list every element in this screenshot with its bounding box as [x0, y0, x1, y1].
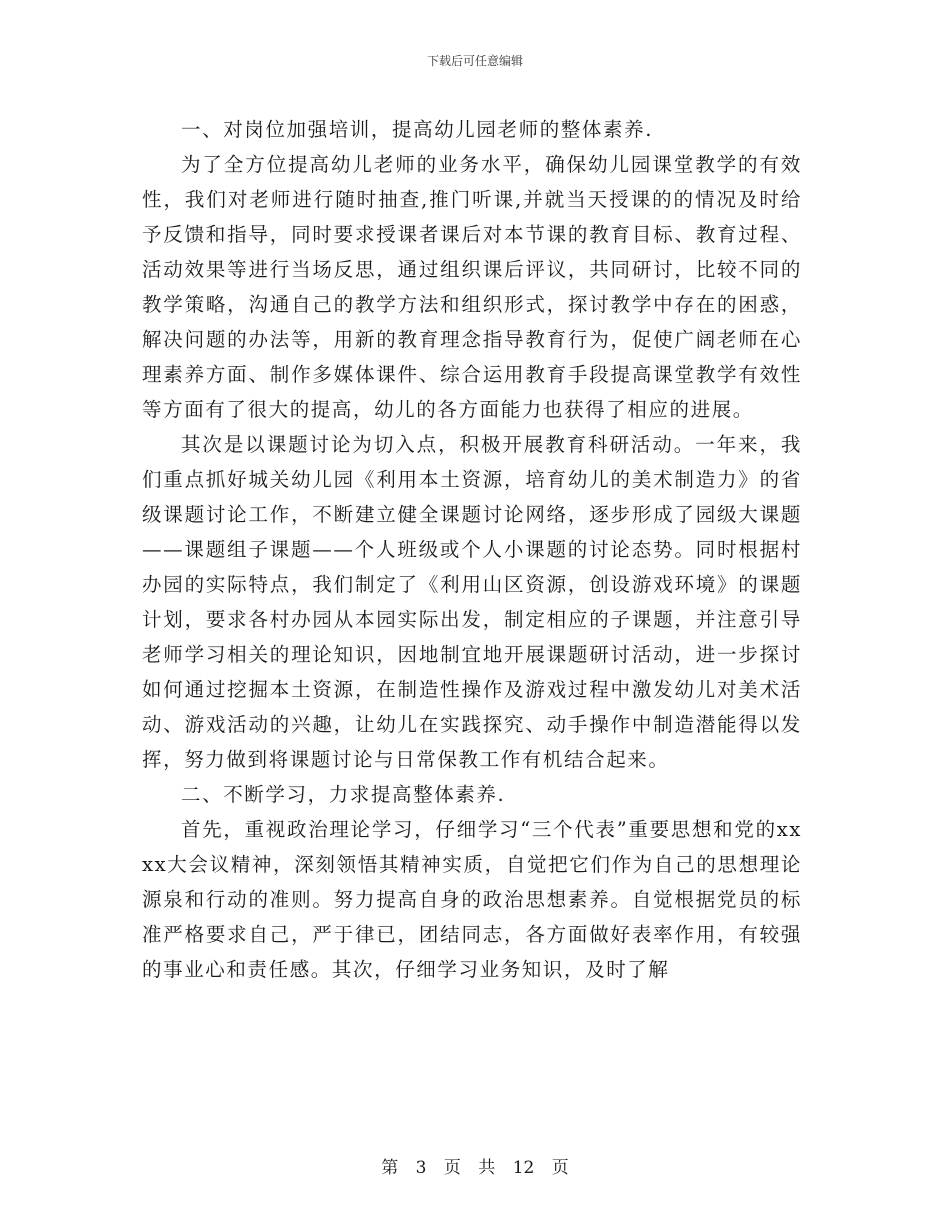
footer-suffix: 页 [551, 1158, 569, 1178]
footer-prefix: 第 [381, 1158, 399, 1178]
body-paragraph-3: 首先，重视政治理论学习，仔细学习“三个代表”重要思想和党的xxxx大会议精神，深刻领悟其精神实质，自觉把它们作为自己的思想理论源泉和行动的准则。努力提高自身的政治思想素养。自觉根据党员的标准严格要求自己，严于律已，团结同志，各方面做好表率作用，有较强的事业心和责任感。其次，仔细学习业务知识，及时了解 [142, 818, 802, 981]
current-page-number: 3 [415, 1158, 427, 1178]
document-body [142, 112, 802, 987]
body-paragraph-1: 为了全方位提高幼儿老师的业务水平，确保幼儿园课堂教学的有效性，我们对老师进行随时抽查,推门听课,并就当天授课的的情况及时给予反馈和指导，同时要求授课者课后对本节课的教育目标、教育过程、活动效果等进行当场反思，通过组织课后评议，共同研讨，比较不同的教学策略，沟通自己的教学方法和组织形式，探讨教学中存在的困惑，解决问题的办法等，用新的教育理念指导教育行为，促使广阔老师在心理素养方面、制作多媒体课件、综合运用教育手段提高课堂教学有效性等方面有了很大的提高，幼儿的各方面能力也获得了相应的进展。 [142, 153, 802, 421]
total-pages-number: 12 [512, 1158, 535, 1178]
page-header: 下载后可任意编辑 [426, 54, 523, 68]
footer-page-word: 页 [443, 1158, 461, 1178]
body-paragraph-2: 其次是以课题讨论为切入点，积极开展教育科研活动。一年来，我们重点抓好城关幼儿园《利用本土资源，培育幼儿的美术制造力》的省级课题讨论工作，不断建立健全课题讨论网络，逐步形成了园级大课题——课题组子课题——个人班级或个人小课题的讨论态势。同时根据村办园的实际特点，我们制定了《利用山区资源，创设游戏环境》的课题计划，要求各村办园从本园实际出发，制定相应的子课题，并注意引导老师学习相关的理论知识，因地制宜地开展课题研讨活动，进一步探讨如何通过挖掘本土资源，在制造性操作及游戏过程中激发幼儿对美术活动、游戏活动的兴趣，让幼儿在实践探究、动手操作中制造潜能得以发挥，努力做到将课题讨论与日常保教工作有机结合起来。 [142, 433, 802, 771]
section-heading-2: 二、不断学习，力求提高整体素养. [181, 783, 506, 806]
footer-total-word: 共 [478, 1158, 496, 1178]
section-heading-1: 一、对岗位加强培训，提高幼儿园老师的整体素养. [181, 118, 653, 141]
page-footer [0, 1153, 950, 1178]
